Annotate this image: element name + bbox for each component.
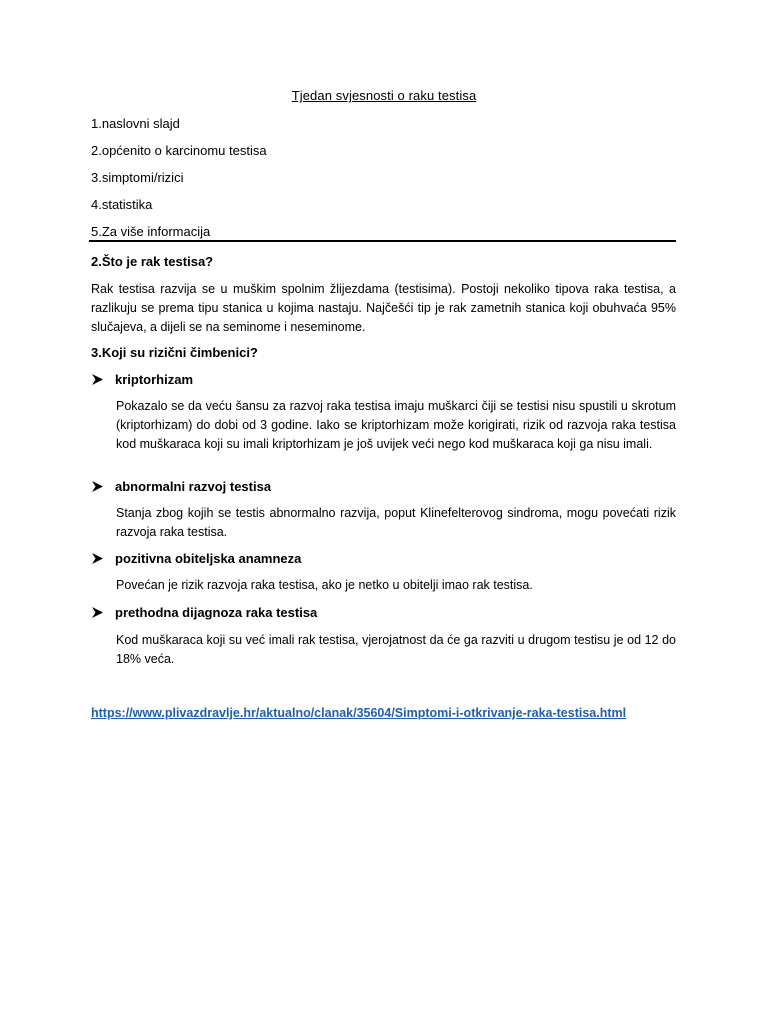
risk-item-text: Stanja zbog kojih se testis abnormalno razvija, poput Klinefelterovog sindroma, mogu povećati rizik razvoja raka testisa. — [116, 506, 676, 539]
arrowhead-bullet-icon — [91, 373, 104, 386]
risk-item-text: Povećan je rizik razvoja raka testisa, ako je netko u obitelji imao rak testisa. — [116, 578, 533, 592]
arrowhead-bullet-icon — [91, 606, 104, 619]
toc-item-4: 4.statistika — [91, 197, 153, 212]
risk-item-label: pozitivna obiteljska anamneza — [115, 551, 302, 566]
toc-item-2: 2.općenito o karcinomu testisa — [91, 143, 267, 158]
section-2-heading: 2.Što je rak testisa? — [91, 254, 214, 269]
section-divider — [89, 240, 676, 242]
risk-item-text: Pokazalo se da veću šansu za razvoj raka testisa imaju muškarci čiji se testisi nisu spustili u skrotum (kriptorhizam) do dobi od 3 godine. Iako se kriptorhizam može korigirati, rizik od razvoja raka testisa kod muškaraca koji su imali kriptorhizam je još uvijek veći nego kod muškaraca koji ga nisu imali. — [116, 399, 676, 451]
risk-item-2 — [91, 479, 271, 494]
risk-item-label: kriptorhizam — [115, 372, 194, 387]
toc-item-5: 5.Za više informacija — [91, 224, 211, 239]
toc-item-1: 1.naslovni slajd — [91, 116, 180, 131]
arrowhead-bullet-icon — [91, 552, 104, 565]
section-2-body: Rak testisa razvija se u muškim spolnim žlijezdama (testisima). Postoji nekoliko tipova raka testisa, a razlikuju se prema tipu stanica u kojima nastaju. Najčešći tip je rak zametnih stanica koji obuhvaća 95% slučajeva, a dijeli se na seminome i neseminome. — [91, 282, 676, 334]
toc-item-3: 3.simptomi/rizici — [91, 170, 184, 185]
risk-item-1 — [91, 372, 193, 387]
page-title: Tjedan svjesnosti o raku testisa — [291, 88, 477, 103]
risk-item-4 — [91, 605, 317, 620]
risk-item-label: abnormalni razvoj testisa — [115, 479, 272, 494]
arrowhead-bullet-icon — [91, 480, 104, 493]
risk-item-3 — [91, 551, 301, 566]
risk-item-text: Kod muškaraca koji su već imali rak testisa, vjerojatnost da će ga razviti u drugom testisu je od 12 do 18% veća. — [116, 633, 676, 666]
section-3-heading: 3.Koji su rizični čimbenici? — [91, 345, 258, 360]
risk-item-label: prethodna dijagnoza raka testisa — [115, 605, 318, 620]
source-link[interactable]: https://www.plivazdravlje.hr/aktualno/clanak/35604/Simptomi-i-otkrivanje-raka-testisa.html — [91, 706, 627, 720]
